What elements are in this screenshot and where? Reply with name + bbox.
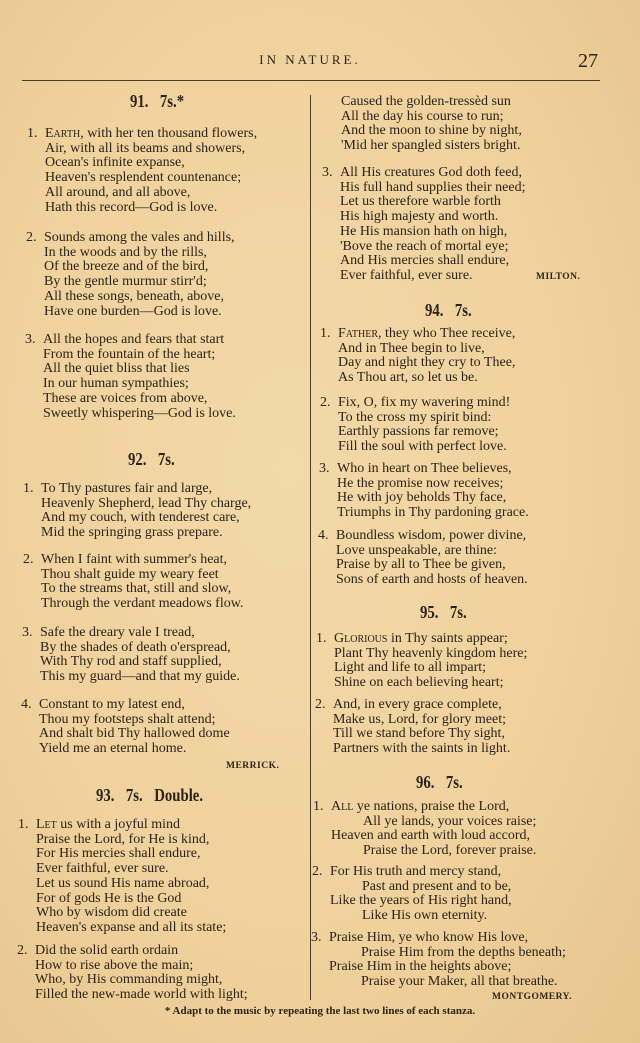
- verse-number: 2.: [26, 230, 37, 245]
- verse-lines: [337, 462, 529, 521]
- verse-line: [333, 727, 510, 742]
- verse-line: [41, 526, 251, 541]
- verse-line-text: Thou shalt guide my weary feet: [41, 566, 219, 582]
- verse-number: 3.: [319, 461, 330, 476]
- verse-line: [36, 862, 226, 877]
- verse-line: [340, 181, 525, 196]
- hymn-number: 94.: [425, 300, 444, 320]
- hymn-credit: MONTGOMERY.: [492, 992, 573, 1002]
- verse-line: [44, 260, 235, 275]
- verse-line: [44, 275, 235, 290]
- verse-line: [338, 327, 515, 342]
- hymn-meter: 7s.: [445, 772, 463, 792]
- verse-line: [333, 698, 510, 713]
- verse-line: [43, 392, 236, 407]
- verse-line: [331, 829, 536, 844]
- verse-line: [333, 742, 510, 757]
- verse-line-text: All these songs, beneath, above,: [44, 288, 225, 304]
- verse-number: 3.: [311, 930, 322, 945]
- verse-lines: [330, 865, 512, 924]
- verse-line: [329, 946, 566, 961]
- verse-line-text: Praise the Lord, for He is kind,: [36, 831, 210, 847]
- verse-line: [340, 254, 525, 269]
- hymn-number: 91.: [130, 91, 149, 111]
- running-title: IN NATURE.: [259, 52, 361, 67]
- verse-line-text: His full hand supplies their need;: [340, 179, 526, 195]
- verse-lines: [43, 333, 236, 421]
- verse-line: [40, 655, 240, 670]
- verse-line-text: Triumphs in Thy pardoning grace.: [337, 505, 529, 521]
- verse-number: 1.: [320, 326, 331, 341]
- verse-lead-word: Let: [36, 817, 57, 832]
- verse-line: [337, 491, 529, 506]
- hymn-heading: [130, 91, 196, 112]
- verse-number: 3.: [322, 165, 333, 180]
- footnote: * Adapt to the music by repeating the last two lines of each stanza.: [164, 1005, 476, 1017]
- verse-line: [40, 626, 240, 641]
- verse-number: 1.: [23, 481, 34, 496]
- verse-line: [36, 892, 226, 907]
- verse-line-text: Plant Thy heavenly kingdom here;: [334, 645, 528, 661]
- verse-line: [39, 727, 230, 742]
- verse-line-text: For His truth and mercy stand,: [330, 864, 502, 879]
- verse-line-text: Safe the dreary vale I tread,: [40, 625, 195, 640]
- verse-number: 2.: [320, 395, 331, 410]
- verse-lead-word: Father: [338, 326, 379, 341]
- verse-number: 3.: [25, 332, 36, 347]
- verse: [21, 698, 230, 757]
- verse-line-text: He the promise now receives;: [337, 475, 504, 491]
- verse: [315, 698, 510, 757]
- verse-line-text: Let us sound His name abroad,: [36, 875, 210, 891]
- hymn-credit: MERRICK.: [226, 761, 280, 771]
- verse-lines: [341, 95, 522, 154]
- verse-lines: [338, 396, 510, 455]
- verse-line: [43, 348, 236, 363]
- verse-line-text: Sweetly whispering—God is love.: [43, 405, 236, 421]
- verse-line-text: Air, with all its beams and showers,: [45, 140, 246, 156]
- verse-line-text: Make us, Lord, for glory meet;: [333, 711, 507, 727]
- verse-line: [338, 411, 510, 426]
- hymn-heading: [416, 772, 474, 793]
- verse-line: [45, 201, 257, 216]
- verse-line: [338, 396, 510, 411]
- verse-line-text: Filled the new-made world with light;: [35, 987, 248, 1003]
- verse-line-text: All around, and all above,: [45, 184, 191, 200]
- verse-line: [36, 877, 226, 892]
- verse-line-text: Light and life to all impart;: [334, 660, 487, 676]
- verse-line-text: Praise Him in the heights above;: [329, 959, 512, 975]
- verse-line-text: in Thy saints appear;: [387, 631, 508, 646]
- verse-lines: [39, 698, 230, 757]
- verse-line-text: Of the breeze and of the bird,: [44, 259, 209, 275]
- verse-line-text: Who, by His commanding might,: [35, 972, 223, 988]
- verse-line-text: As Thou art, so let us be.: [338, 370, 478, 386]
- verse-line: [338, 342, 515, 357]
- verse-line: [340, 210, 525, 225]
- verse-line-text: And my couch, with tenderest care,: [41, 510, 240, 526]
- verse-line: [338, 440, 510, 455]
- verse-line-text: Shine on each believing heart;: [334, 675, 504, 691]
- verse-line-text: He His mansion hath on high,: [340, 223, 508, 239]
- verse-line: [334, 676, 527, 691]
- verse-line: [36, 921, 226, 936]
- verse-number: 1.: [27, 126, 38, 141]
- verse-line-text: Sons of earth and hosts of heaven.: [336, 572, 528, 588]
- verse-line-text: Let us therefore warble forth: [340, 194, 501, 210]
- verse-number: 2.: [315, 697, 326, 712]
- verse-lines: [331, 800, 536, 859]
- verse-line-text: Earthly passions far remove;: [338, 424, 499, 440]
- verse-line: [334, 661, 527, 676]
- verse-line: [329, 975, 566, 990]
- verse-line: [340, 269, 525, 284]
- verse-line: [43, 333, 236, 348]
- verse-line: [40, 670, 240, 685]
- verse-line-text: And in Thee begin to live,: [338, 340, 485, 356]
- verse-line: [41, 568, 243, 583]
- verse-line-text: All the quiet bliss that lies: [43, 361, 190, 377]
- verse-line: [45, 127, 257, 142]
- verse-line-text: In the woods and by the rills,: [44, 244, 207, 260]
- verse-line-text: By the gentle murmur stirr'd;: [44, 274, 207, 290]
- verse-line-text: All ye lands, your voices raise;: [363, 813, 537, 829]
- verse-line-text: Praise by all to Thee be given,: [336, 557, 506, 573]
- hymn-number: 92.: [128, 449, 147, 469]
- verse-line: [341, 95, 522, 110]
- verse-line: [336, 558, 528, 573]
- verse-line-text: For of gods He is the God: [36, 890, 182, 906]
- verse-line-text: Love unspeakable, are thine:: [336, 542, 497, 558]
- verse-line: [340, 166, 525, 181]
- verse-line: [43, 362, 236, 377]
- verse-lines: [35, 944, 248, 1003]
- verse-lines: [45, 127, 257, 215]
- verse-line: [333, 713, 510, 728]
- verse: [26, 231, 235, 319]
- verse: [17, 944, 248, 1003]
- verse-line: [336, 573, 528, 588]
- verse-line: [43, 407, 236, 422]
- verse-line-text: And, in every grace complete,: [333, 697, 502, 712]
- verse-line-text: For His mercies shall endure,: [36, 846, 201, 862]
- verse-line: [39, 742, 230, 757]
- verse: [312, 865, 512, 924]
- verse-line-text: And His mercies shall endure,: [340, 253, 510, 269]
- verse-line-text: ye nations, praise the Lord,: [353, 799, 510, 814]
- verse-lead-word: All: [331, 799, 354, 814]
- verse-line: [45, 171, 257, 186]
- verse-line-text: Thou my footsteps shalt attend;: [39, 711, 216, 727]
- verse-number: 4.: [21, 697, 32, 712]
- verse: [319, 462, 529, 521]
- verse-number: 3.: [22, 625, 33, 640]
- verse-line: [341, 124, 522, 139]
- verse-line: [41, 482, 251, 497]
- verse-line-text: Boundless wisdom, power divine,: [336, 528, 527, 543]
- verse-line: [41, 582, 243, 597]
- verse-line: [340, 225, 525, 240]
- verse-number: 2.: [17, 943, 28, 958]
- verse-line-text: This my guard—and that my guide.: [40, 669, 240, 685]
- verse-line-text: How to rise above the main;: [35, 957, 194, 973]
- verse-line-text: In our human sympathies;: [43, 376, 189, 392]
- page-number: 27: [578, 50, 598, 72]
- verse-line: [35, 944, 248, 959]
- verse-line-text: All the day his course to run;: [341, 108, 504, 124]
- verse-line-text: To the streams that, still and slow,: [41, 581, 232, 597]
- verse-line: [330, 894, 512, 909]
- verse-number: 1.: [316, 631, 327, 646]
- verse-line: [331, 844, 536, 859]
- verse: [311, 931, 566, 990]
- verse-line-text: Through the verdant meadows flow.: [41, 596, 244, 612]
- verse-line: [41, 553, 243, 568]
- verse-line: [44, 290, 235, 305]
- verse-line-text: 'Mid her spangled sisters bright.: [341, 138, 521, 154]
- verse-number: 2.: [312, 864, 323, 879]
- verse-line: [41, 511, 251, 526]
- verse-lines: [336, 529, 528, 588]
- verse-line-text: Have one burden—God is love.: [44, 303, 222, 319]
- verse: [322, 166, 525, 284]
- verse-line-text: All His creatures God doth feed,: [340, 165, 522, 180]
- verse-line-text: From the fountain of the heart;: [43, 346, 216, 362]
- verse-line-text: Praise Him, ye who know His love,: [329, 930, 529, 945]
- verse-lines: [334, 632, 527, 691]
- verse-lines: [340, 166, 525, 284]
- verse-line-text: Heaven's resplendent countenance;: [45, 170, 242, 186]
- verse-line-text: Yield me an eternal home.: [39, 741, 187, 757]
- verse-line-text: By the shades of death o'erspread,: [40, 639, 231, 655]
- verse-lines: [36, 818, 226, 936]
- header-rule: [22, 80, 600, 81]
- verse-line-text: Constant to my latest end,: [39, 697, 185, 712]
- hymn-heading: [128, 449, 186, 470]
- verse-continuation: [323, 95, 522, 154]
- verse-line-text: And shalt bid Thy hallowed dome: [39, 726, 230, 742]
- hymn-number: 96.: [416, 772, 435, 792]
- verse-line: [338, 425, 510, 440]
- verse-line-text: Praise the Lord, forever praise.: [363, 843, 537, 859]
- verse-line-text: Ocean's infinite expanse,: [45, 155, 185, 171]
- verse-line: [45, 156, 257, 171]
- verse-line-text: Caused the golden-tressèd sun: [341, 94, 511, 109]
- verse-line: [45, 186, 257, 201]
- verse-line-text: Heaven and earth with loud accord,: [331, 828, 531, 844]
- verse-line: [336, 529, 528, 544]
- verse-line: [35, 959, 248, 974]
- hymn-meter: 7s.: [125, 785, 143, 805]
- verse-line: [329, 960, 566, 975]
- verse-number: 2.: [23, 552, 34, 567]
- verse-line-text: With Thy rod and staff supplied,: [40, 654, 222, 670]
- hymn-meter: 7s.: [454, 300, 472, 320]
- verse-line: [340, 240, 525, 255]
- verse-line-text: Like His own eternity.: [362, 908, 488, 924]
- verse-line-text: All the hopes and fears that start: [43, 332, 225, 347]
- verse-line: [337, 477, 529, 492]
- verse-line-text: Praise Him from the depths beneath;: [361, 944, 566, 960]
- verse-line: [341, 139, 522, 154]
- verse-line: [44, 246, 235, 261]
- verse-line-text: Ever faithful, ever sure.: [36, 861, 169, 877]
- verse-line-text: Sounds among the vales and hills,: [44, 230, 235, 245]
- verse-line-text: Did the solid earth ordain: [35, 943, 179, 958]
- verse-line-text: Hath this record—God is love.: [45, 199, 218, 215]
- verse-line-text: Fill the soul with perfect love.: [338, 439, 507, 455]
- verse-line-text: Partners with the saints in light.: [333, 741, 511, 757]
- verse-line-text: Heavenly Shepherd, lead Thy charge,: [41, 495, 252, 511]
- verse-line: [330, 909, 512, 924]
- verse: [23, 482, 251, 541]
- verse-line: [337, 462, 529, 477]
- verse-line-text: Till we stand before Thy sight,: [333, 726, 505, 742]
- hymn-meter-extra: Double.: [154, 785, 204, 805]
- verse-line-text: To Thy pastures fair and large,: [41, 481, 213, 496]
- verse-line: [330, 880, 512, 895]
- verse-line: [36, 906, 226, 921]
- verse: [27, 127, 257, 215]
- verse-number: 1.: [313, 799, 324, 814]
- verse: [316, 632, 527, 691]
- verse-line: [337, 506, 529, 521]
- verse-line-text: us with a joyful mind: [56, 817, 181, 832]
- hymn-heading: [96, 785, 215, 806]
- verse-line-text: Fix, O, fix my wavering mind!: [338, 395, 511, 410]
- verse-line: [36, 847, 226, 862]
- verse-line: [331, 800, 536, 815]
- verse-lines: [44, 231, 235, 319]
- verse-line: [40, 641, 240, 656]
- hymn-credit: MILTON.: [536, 272, 581, 282]
- verse-lines: [40, 626, 240, 685]
- verse-line-text: Mid the springing grass prepare.: [41, 525, 223, 541]
- verse: [320, 396, 510, 455]
- verse-line-text: Ever faithful, ever sure.: [340, 267, 473, 283]
- verse-line: [45, 142, 257, 157]
- verse: [313, 800, 536, 859]
- column-divider: [310, 95, 311, 1000]
- hymn-heading: [420, 602, 478, 623]
- verse-line-text: These are voices from above,: [43, 390, 208, 406]
- verse: [320, 327, 515, 386]
- verse-line-text: , they who Thee receive,: [378, 326, 516, 341]
- verse-line-text: Heaven's expanse and all its state;: [36, 919, 227, 935]
- verse-line-text: Like the years of His right hand,: [330, 893, 512, 909]
- verse-line: [338, 371, 515, 386]
- verse-lines: [329, 931, 566, 990]
- verse: [18, 818, 226, 936]
- verse-line-text: When I faint with summer's heat,: [41, 552, 228, 567]
- verse-number: 1.: [18, 817, 29, 832]
- verse-line-text: To the cross my spirit bind:: [338, 409, 492, 425]
- verse-line: [336, 544, 528, 559]
- hymn-meter: 7s.: [157, 449, 175, 469]
- verse: [25, 333, 236, 421]
- hymn-meter: 7s.*: [159, 91, 185, 111]
- verse-line: [41, 597, 243, 612]
- verse-lines: [338, 327, 515, 386]
- verse-line: [41, 497, 251, 512]
- verse-line-text: Day and night they cry to Thee,: [338, 355, 516, 371]
- verse-line: [43, 377, 236, 392]
- verse-line: [35, 988, 248, 1003]
- verse-line: [341, 110, 522, 125]
- hymn-number: 95.: [420, 602, 439, 622]
- verse-line-text: 'Bove the reach of mortal eye;: [340, 238, 509, 254]
- verse-line-text: Who in heart on Thee believes,: [337, 461, 512, 476]
- verse-lead-word: Earth: [45, 126, 81, 141]
- hymn-number: 93.: [96, 785, 115, 805]
- verse-line: [35, 973, 248, 988]
- verse-line: [39, 713, 230, 728]
- hymn-meter: 7s.: [449, 602, 467, 622]
- verse-lines: [333, 698, 510, 757]
- verse-line: [331, 815, 536, 830]
- verse-line-text: , with her ten thousand flowers,: [80, 126, 258, 141]
- verse-line-text: And the moon to shine by night,: [341, 123, 522, 139]
- verse-line: [39, 698, 230, 713]
- verse-lines: [41, 482, 251, 541]
- verse-line-text: His high majesty and worth.: [340, 209, 499, 225]
- verse-line: [44, 305, 235, 320]
- verse: [23, 553, 243, 612]
- verse-line: [340, 195, 525, 210]
- verse-line: [36, 833, 226, 848]
- verse: [318, 529, 528, 588]
- verse-line: [334, 647, 527, 662]
- verse-line: [36, 818, 226, 833]
- verse-number: 4.: [318, 528, 329, 543]
- verse-line-text: Praise your Maker, all that breathe.: [361, 974, 558, 990]
- verse-line-text: Who by wisdom did create: [36, 905, 187, 921]
- hymn-heading: [425, 300, 483, 321]
- verse-lines: [41, 553, 243, 612]
- verse: [22, 626, 240, 685]
- verse-line-text: He with joy beholds Thy face,: [337, 490, 507, 506]
- verse-line-text: Past and present and to be,: [362, 878, 512, 894]
- verse-lead-word: Glorious: [334, 631, 388, 646]
- verse-line: [334, 632, 527, 647]
- verse-line: [338, 356, 515, 371]
- verse-line: [44, 231, 235, 246]
- verse-line: [329, 931, 566, 946]
- verse-line: [330, 865, 512, 880]
